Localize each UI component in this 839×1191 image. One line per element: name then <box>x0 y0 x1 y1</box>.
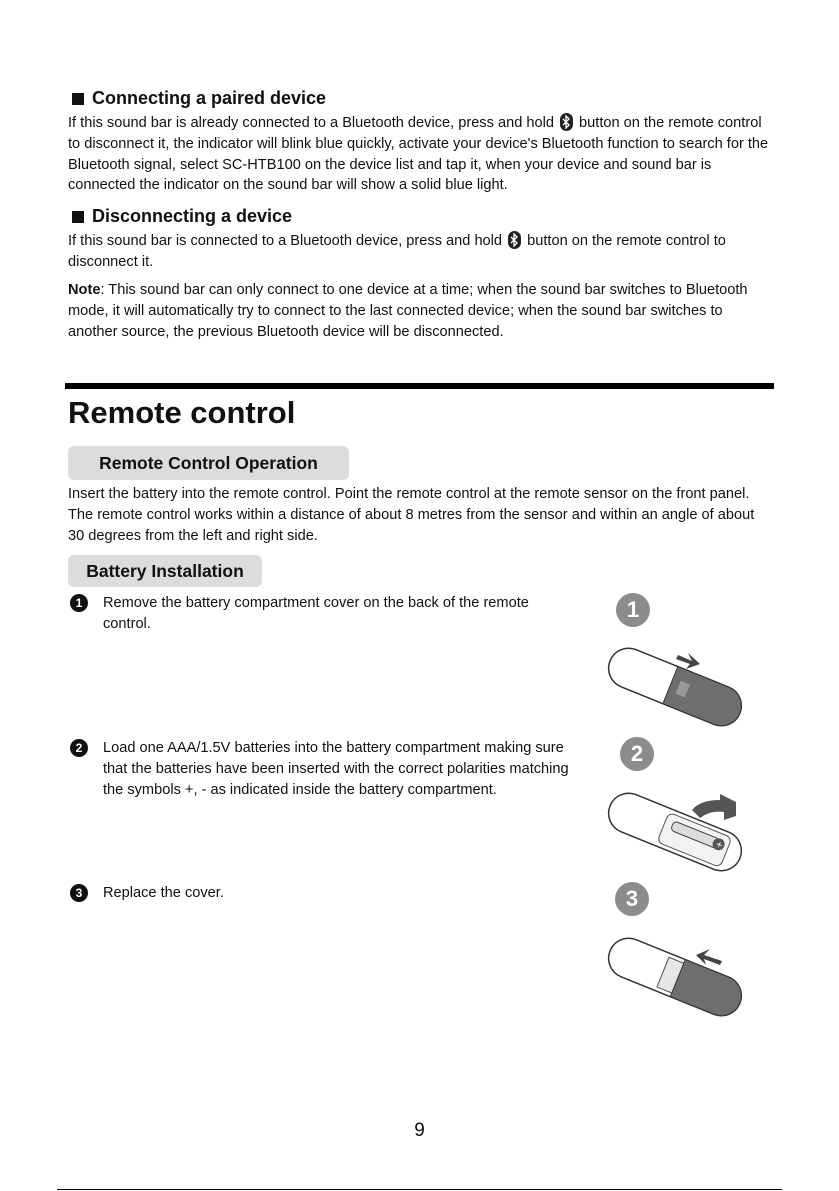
note-text: : This sound bar can only connect to one device at a time; when the sound bar switches to Bluetooth mode, it will automatically try to connect to the last connected device; when the sound bar switches to another source, the previous Bluetooth device will be disconnected. <box>68 282 748 340</box>
step-text: Load one AAA/1.5V batteries into the battery compartment making sure that the batteries have been inserted with the correct polarities matching the symbols +, - as indicated inside the battery compartment. <box>103 740 569 798</box>
step-number: 1 <box>70 594 88 612</box>
page-title: Remote control <box>68 395 296 430</box>
footer-rule <box>57 1189 782 1190</box>
battery-installation-label: Battery Installation <box>68 555 262 587</box>
figure-badge: 3 <box>615 882 649 916</box>
paragraph-text: If this sound bar is connected to a Bluetooth device, press and hold <box>68 233 503 249</box>
square-bullet-icon <box>72 211 84 223</box>
bluetooth-icon <box>508 231 521 249</box>
heading-text: Connecting a paired device <box>92 88 327 108</box>
remote-operation-label: Remote Control Operation <box>68 446 349 480</box>
svg-text:+: + <box>713 839 725 852</box>
bluetooth-icon <box>560 113 573 131</box>
paragraph-text: button on the remote control to disconnect it. <box>68 233 726 270</box>
step-number: 2 <box>70 739 88 757</box>
note-paragraph <box>68 280 776 342</box>
heading-connecting-paired-device <box>72 88 326 109</box>
remote-operation-paragraph: Insert the battery into the remote control. Point the remote control at the remote sensor on the front panel. The remote control works within a distance of about 8 metres from the sensor and within an angle of about 30 degrees from the left and right side. <box>68 486 755 544</box>
page-number: 9 <box>414 1120 425 1141</box>
step-text: Remove the battery compartment cover on the back of the remote control. <box>103 595 529 632</box>
figure-badge: 1 <box>616 593 650 627</box>
paragraph-disconnecting <box>68 231 774 273</box>
arrow-icon <box>696 949 722 965</box>
remote-cover-removal-illustration <box>600 635 750 740</box>
heading-disconnecting-device <box>72 206 292 227</box>
paragraph-text: button on the remote control to disconnect it, the indicator will blink blue quickly, activate your device's Bluetooth function to search for the Bluetooth signal, select SC-HTB100 on the device list and tap it, when your device and sound bar is connected the indicator on the sound bar will show a solid blue light. <box>68 115 769 194</box>
note-label: Note <box>68 282 101 298</box>
paragraph-connecting <box>68 113 774 196</box>
square-bullet-icon <box>72 93 84 105</box>
paragraph-text: If this sound bar is already connected to a Bluetooth device, press and hold <box>68 115 554 131</box>
step-number: 3 <box>70 884 88 902</box>
battery-icon <box>692 794 736 820</box>
heading-text: Disconnecting a device <box>92 206 293 226</box>
cover-replace-illustration <box>600 925 750 1030</box>
battery-insertion-illustration <box>600 780 750 885</box>
figure-badge: 2 <box>620 737 654 771</box>
step-text: Replace the cover. <box>103 885 224 901</box>
section-divider <box>65 383 774 389</box>
